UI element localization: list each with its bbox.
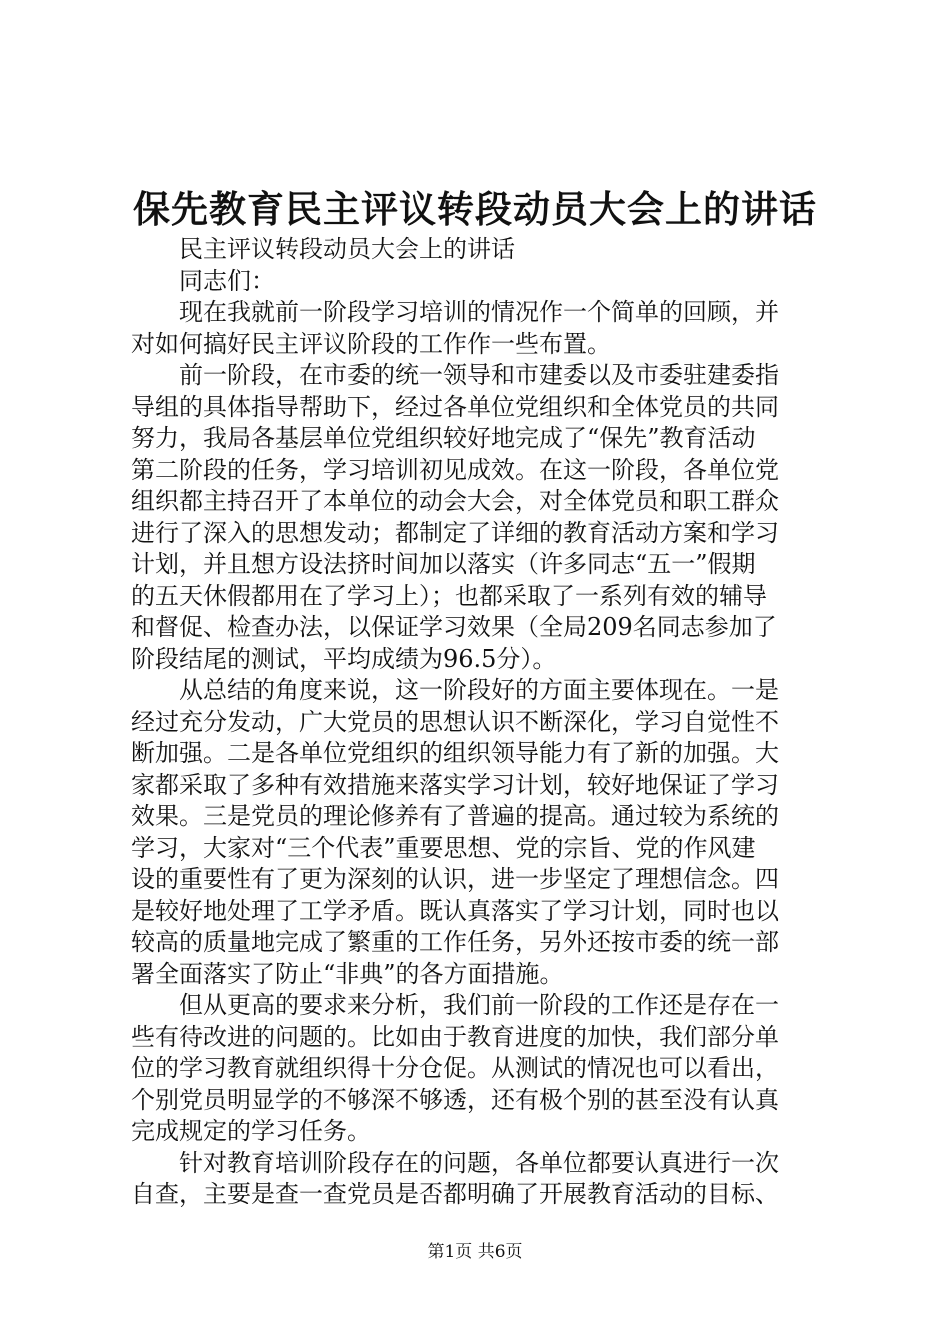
text-line: 自查，主要是查一查党员是否都明确了开展教育活动的目标、	[131, 1180, 779, 1208]
text-line: 现在我就前一阶段学习培训的情况作一个简单的回顾，并	[179, 298, 779, 326]
document-title: 保先教育民主评议转段动员大会上的讲话	[133, 187, 817, 231]
page-footer: 第1页 共6页	[427, 1242, 523, 1262]
text-line: 些有待改进的问题的。比如由于教育进度的加快，我们部分单	[131, 1022, 779, 1051]
text-line: 前一阶段，在市委的统一领导和市建委以及市委驻建委指	[179, 361, 779, 389]
text-line: 针对教育培训阶段存在的问题，各单位都要认真进行一次	[179, 1148, 779, 1177]
text-line: 进行了深入的思想发动；都制定了详细的教育活动方案和学习	[131, 518, 779, 547]
text-line: 对如何搞好民主评议阶段的工作作一些布置。	[131, 329, 611, 358]
text-line: 和督促、检查办法，以保证学习效果（全局209名同志参加了	[131, 613, 777, 641]
text-line: 是较好地处理了工学矛盾。既认真落实了学习计划，同时也以	[131, 896, 779, 925]
text-line: 设的重要性有了更为深刻的认识，进一步坚定了理想信念。四	[131, 865, 779, 893]
text-line: 但从更高的要求来分析，我们前一阶段的工作还是存在一	[179, 991, 779, 1019]
text-line: 断加强。二是各单位党组织的组织领导能力有了新的加强。大	[131, 739, 779, 767]
text-line: 个别党员明显学的不够深不够透，还有极个别的甚至没有认真	[131, 1085, 779, 1114]
text-line: 家都采取了多种有效措施来落实学习计划，较好地保证了学习	[131, 770, 779, 799]
text-line: 同志们：	[179, 266, 275, 295]
text-line: 的五天休假都用在了学习上）；也都采取了一系列有效的辅导	[131, 581, 767, 610]
text-line: 效果。三是党员的理论修养有了普遍的提高。通过较为系统的	[131, 802, 779, 830]
text-line: 完成规定的学习任务。	[131, 1117, 371, 1145]
text-line: 计划，并且想方设法挤时间加以落实（许多同志“五一”假期	[131, 550, 756, 578]
text-line: 署全面落实了防止“非典”的各方面措施。	[131, 959, 564, 988]
text-line: 经过充分发动，广大党员的思想认识不断深化，学习自觉性不	[131, 707, 779, 736]
text-line: 组织都主持召开了本单位的动会大会，对全体党员和职工群众	[131, 487, 779, 515]
text-line: 努力，我局各基层单位党组织较好地完成了“保先”教育活动	[131, 424, 756, 452]
text-line: 民主评议转段动员大会上的讲话	[179, 235, 515, 263]
document-body	[131, 234, 831, 1211]
text-line: 导组的具体指导帮助下，经过各单位党组织和全体党员的共同	[131, 392, 779, 421]
text-line: 位的学习教育就组织得十分仓促。从测试的情况也可以看出，	[131, 1054, 779, 1082]
text-line: 第二阶段的任务，学习培训初见成效。在这一阶段，各单位党	[131, 455, 779, 484]
text-line: 阶段结尾的测试，平均成绩为96.5分）。	[131, 644, 557, 673]
text-line: 从总结的角度来说，这一阶段好的方面主要体现在。一是	[179, 676, 779, 704]
text-line: 学习，大家对“三个代表”重要思想、党的宗旨、党的作风建	[131, 833, 756, 862]
text-line: 较高的质量地完成了繁重的工作任务，另外还按市委的统一部	[131, 928, 779, 956]
